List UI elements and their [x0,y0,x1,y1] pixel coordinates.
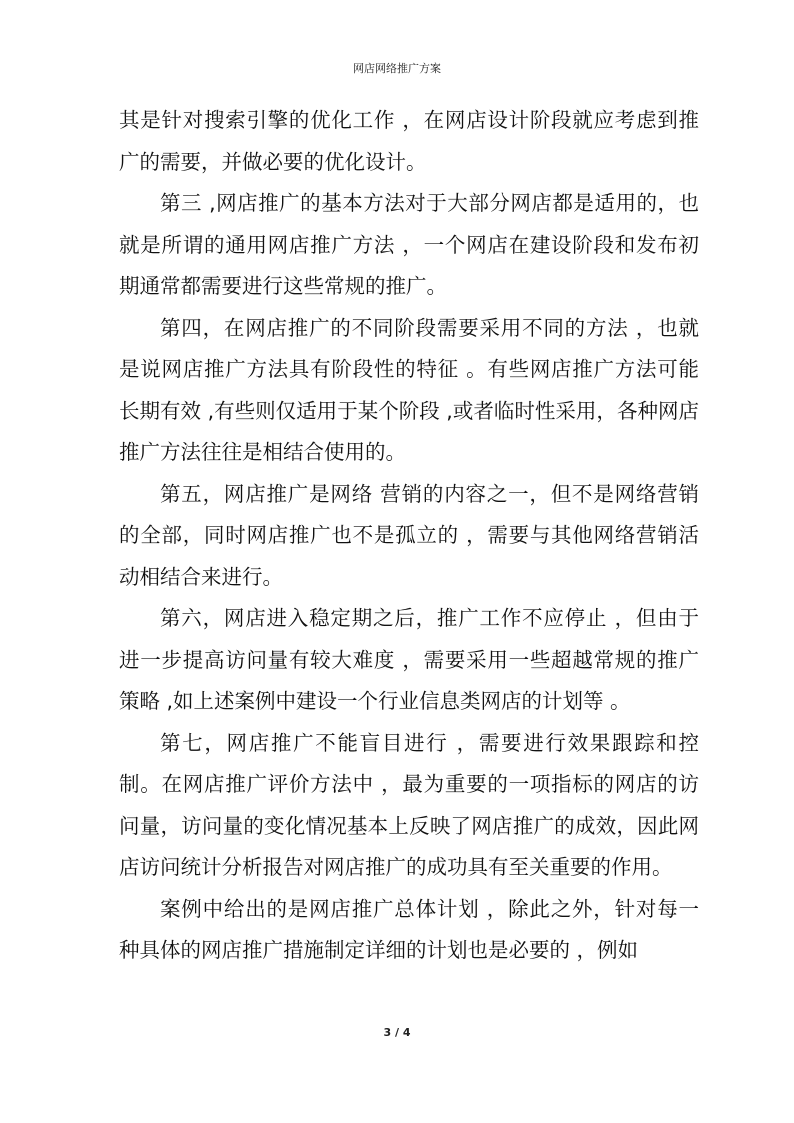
paragraph-third-point: 第三 ,网店推广的基本方法对于大部分网店都是适用的，也就是所谓的通用网店推广方法 ，一个网店在建设阶段和发布初期通常都需要进行这些常规的推广。 [119,191,699,298]
paragraph-sixth-point: 第六，网店进入稳定期之后，推广工作不应停止 ，但由于进一步提高访问量有较大难度 ，需要采用一些超越常规的推广策略 ,如上述案例中建设一个行业信息类网店的计划等 。 [119,606,699,713]
paragraph-case-plan: 案例中给出的是网店推广总体计划 ，除此之外，针对每一种具体的网店推广措施制定详细的计划也是必要的 ，例如 [119,896,699,962]
paragraph-continuation: 其是针对搜索引擎的优化工作 ，在网店设计阶段就应考虑到推广的需要，并做必要的优化设计。 [119,108,699,174]
document-body [119,100,699,972]
paragraph-fifth-point: 第五，网店推广是网络 营销的内容之一，但不是网络营销的全部，同时网店推广也不是孤立的 ，需要与其他网络营销活动相结合来进行。 [119,481,699,589]
page-number: 3 / 4 [383,1026,411,1039]
paragraph-fourth-point: 第四，在网店推广的不同阶段需要采用不同的方法 ，也就是说网店推广方法具有阶段性的特征 。有些网店推广方法可能长期有效 ,有些则仅适用于某个阶段 ,或者临时性采用，各种网店推广方法往往是相结合使用的。 [119,315,699,464]
page-header-title: 网店网络推广方案 [353,62,441,75]
paragraph-seventh-point: 第七，网店推广不能盲目进行 ，需要进行效果跟踪和控制。在网店推广评价方法中 ，最为重要的一项指标的网店的访问量，访问量的变化情况基本上反映了网店推广的成效，因此网店访问统计分析报告对网店推广的成功具有至关重要的作用。 [119,730,699,879]
